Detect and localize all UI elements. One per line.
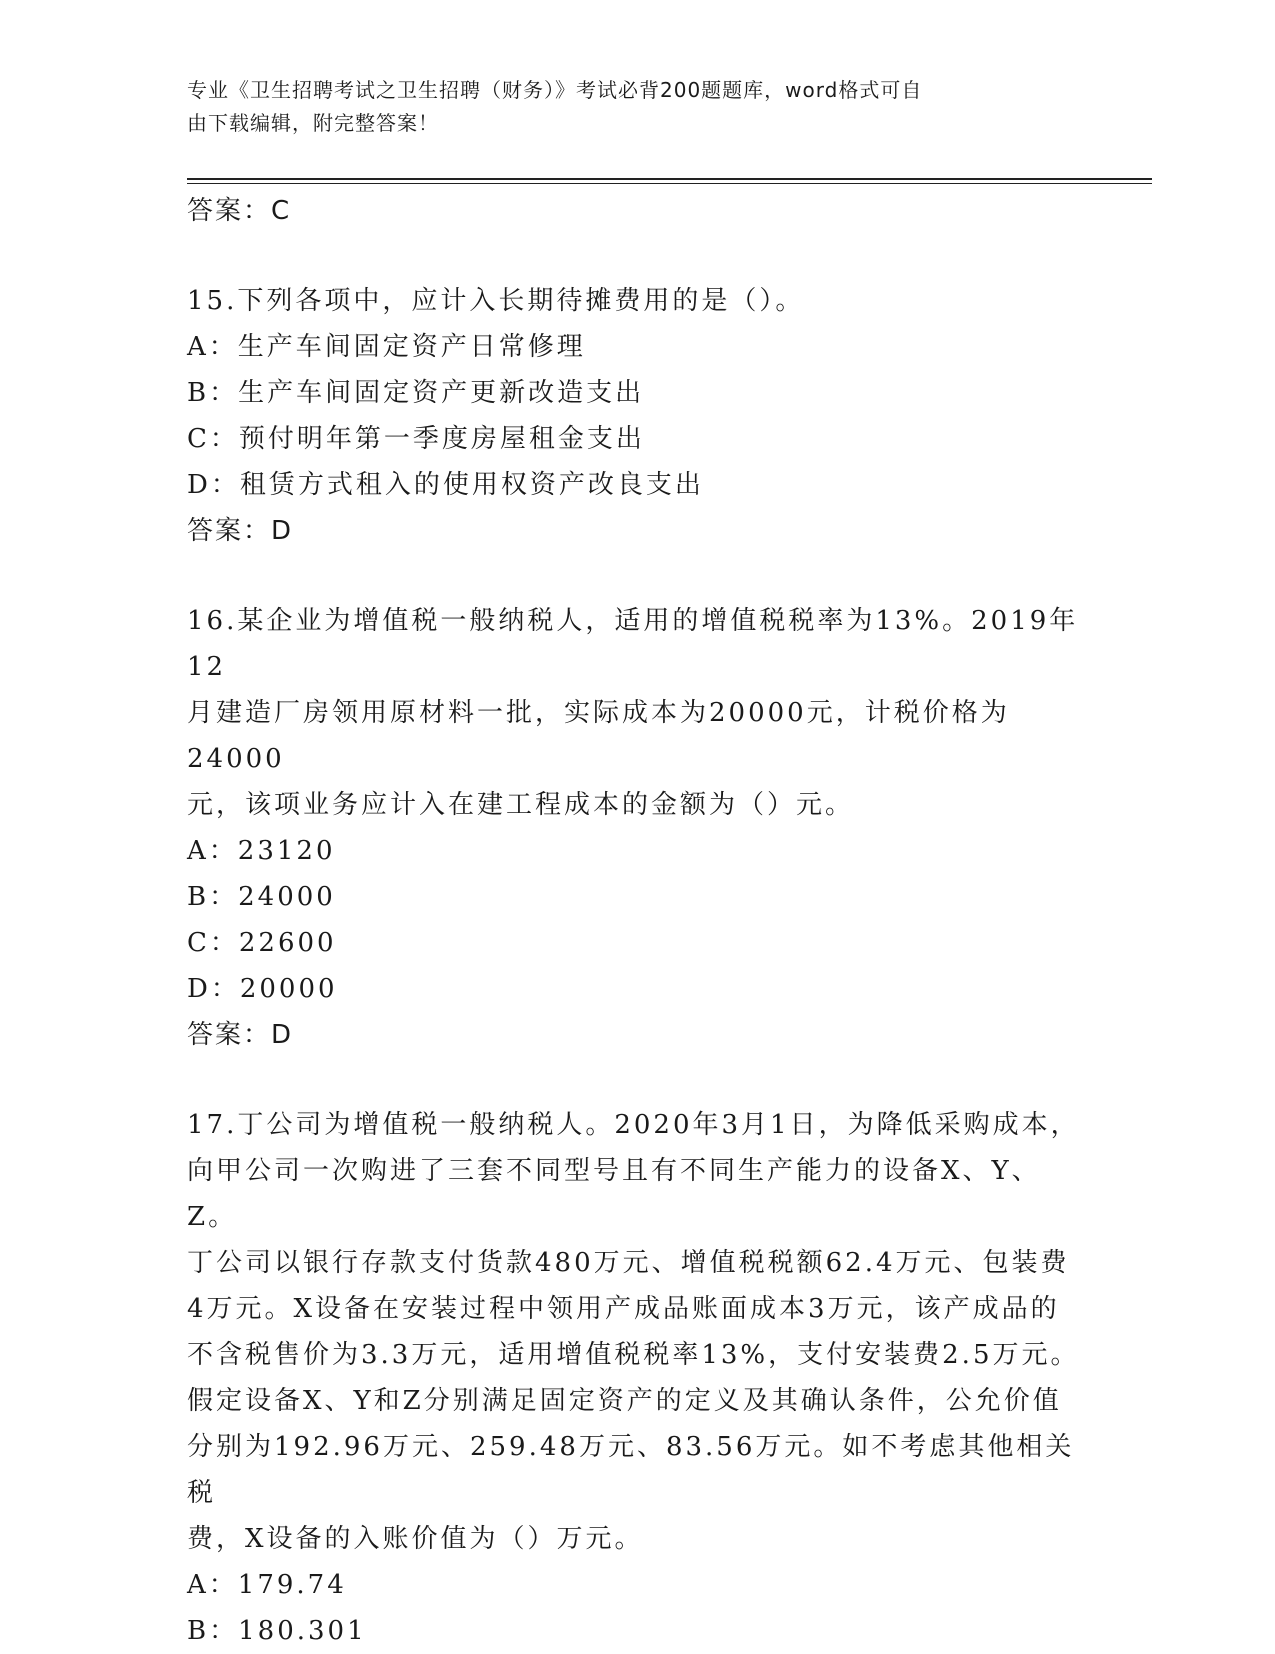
- header-rule-top: [187, 178, 1152, 180]
- question-16: [187, 598, 1087, 1058]
- question-17-text-line: 假定设备X、Y和Z分别满足固定资产的定义及其确认条件，公允价值: [187, 1386, 1062, 1416]
- question-16-option-b: B：24000: [187, 882, 336, 912]
- question-16-text-line: 月建造厂房领用原材料一批，实际成本为20000元，计税价格为24000: [187, 698, 1010, 774]
- document-body: [187, 188, 1087, 1654]
- question-15-answer: 答案：D: [187, 516, 294, 546]
- document-header: [187, 74, 1087, 140]
- question-17-text-line: 分别为192.96万元、259.48万元、83.56万元。如不考虑其他相关税: [187, 1432, 1075, 1508]
- header-rule-bottom: [187, 183, 1152, 184]
- question-16-answer: 答案：D: [187, 1020, 294, 1050]
- question-16-option-a: A：23120: [187, 836, 336, 866]
- question-15: [187, 278, 1087, 554]
- question-17-option-b: B：180.301: [187, 1616, 367, 1646]
- question-17: [187, 1102, 1087, 1654]
- question-17-option-a: A：179.74: [187, 1570, 347, 1600]
- question-17-text-line: 17.丁公司为增值税一般纳税人。2020年3月1日，为降低采购成本，: [187, 1110, 1080, 1140]
- question-15-text: 15.下列各项中，应计入长期待摊费用的是（）。: [187, 286, 805, 316]
- question-16-text-line: 16.某企业为增值税一般纳税人，适用的增值税税率为13%。2019年12: [187, 606, 1079, 682]
- question-17-text-line: 不含税售价为3.3万元，适用增值税税率13%，支付安装费2.5万元。: [187, 1340, 1080, 1370]
- question-15-option-d: D：租赁方式租入的使用权资产改良支出: [187, 470, 704, 500]
- question-16-text-line: 元，该项业务应计入在建工程成本的金额为（）元。: [187, 790, 855, 820]
- header-line-2: 由下载编辑，附完整答案！: [187, 111, 439, 135]
- header-line-1: 专业《卫生招聘考试之卫生招聘（财务）》考试必背200题题库，word格式可自: [187, 78, 923, 102]
- question-16-option-d: D：20000: [187, 974, 338, 1004]
- prev-answer: 答案：C: [187, 196, 292, 226]
- question-17-text-line: 费，X设备的入账价值为（）万元。: [187, 1524, 644, 1554]
- question-16-option-c: C：22600: [187, 928, 337, 958]
- question-17-text-line: 向甲公司一次购进了三套不同型号且有不同生产能力的设备X、Y、Z。: [187, 1156, 1041, 1232]
- question-15-option-c: C：预付明年第一季度房屋租金支出: [187, 424, 645, 454]
- question-15-option-a: A：生产车间固定资产日常修理: [187, 332, 586, 362]
- question-17-text-line: 4万元。X设备在安装过程中领用产成品账面成本3万元，该产成品的: [187, 1294, 1060, 1324]
- question-15-option-b: B：生产车间固定资产更新改造支出: [187, 378, 645, 408]
- question-17-text-line: 丁公司以银行存款支付货款480万元、增值税税额62.4万元、包装费: [187, 1248, 1070, 1278]
